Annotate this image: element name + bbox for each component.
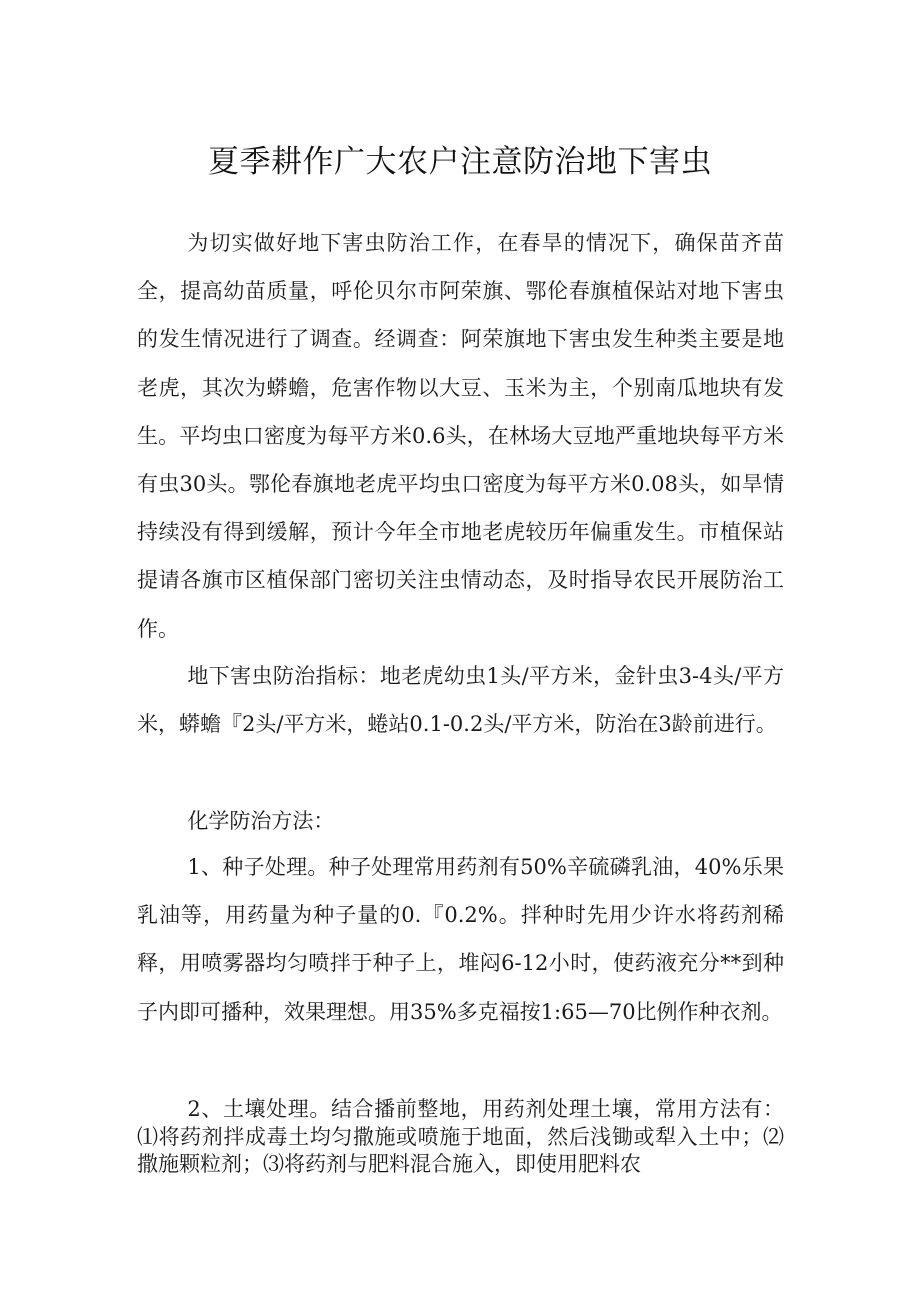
document-title: 夏季耕作广大农户注意防治地下害虫 xyxy=(208,144,712,180)
paragraph-seed-treatment: 1、种子处理。种子处理常用药剂有50%辛硫磷乳油，40%乐果乳油等，用药量为种子量的0.『0.2%。拌种时先用少许水将药剂稀释，用喷雾器均匀喷拌于种子上，堆闷6-12小时，使药液充分**到种子内即可播种，效果理想。用35%多克福按1:65—70比例作种衣剂。 xyxy=(137,855,784,1024)
paragraph-control-thresholds: 地下害虫防治指标：地老虎幼虫1头/平方米，金针虫3-4头/平方米，蟒蟾『2头/平方米，蜷站0.1-0.2头/平方米，防治在3龄前进行。 xyxy=(137,664,784,737)
paragraph-survey: 为切实做好地下害虫防治工作，在春旱的情况下，确保苗齐苗全，提高幼苗质量，呼伦贝尔市阿荣旗、鄂伦春旗植保站对地下害虫的发生情况进行了调查。经调查：阿荣旗地下害虫发生种类主要是地老虎，其次为蟒蟾，危害作物以大豆、玉米为主，个别南瓜地块有发生。平均虫口密度为每平方米0.6头，在林场大豆地严重地块每平方米有虫30头。鄂伦春旗地老虎平均虫口密度为每平方米0.08头，如旱情持续没有得到缓解，预计今年全市地老虎较历年偏重发生。市植保站提请各旗市区植保部门密切关注虫情动态，及时指导农民开展防治工作。 xyxy=(137,231,784,641)
paragraph-soil-treatment: 2、土壤处理。结合播前整地，用药剂处理土壤，常用方法有：⑴将药剂拌成毒土均匀撒施或喷施于地面，然后浅锄或犁入土中；⑵撒施颗粒剂；⑶将药剂与肥料混合施入，即使用肥料农 xyxy=(137,1097,784,1176)
paragraph-chemical-control-heading: 化学防治方法： xyxy=(187,809,335,833)
